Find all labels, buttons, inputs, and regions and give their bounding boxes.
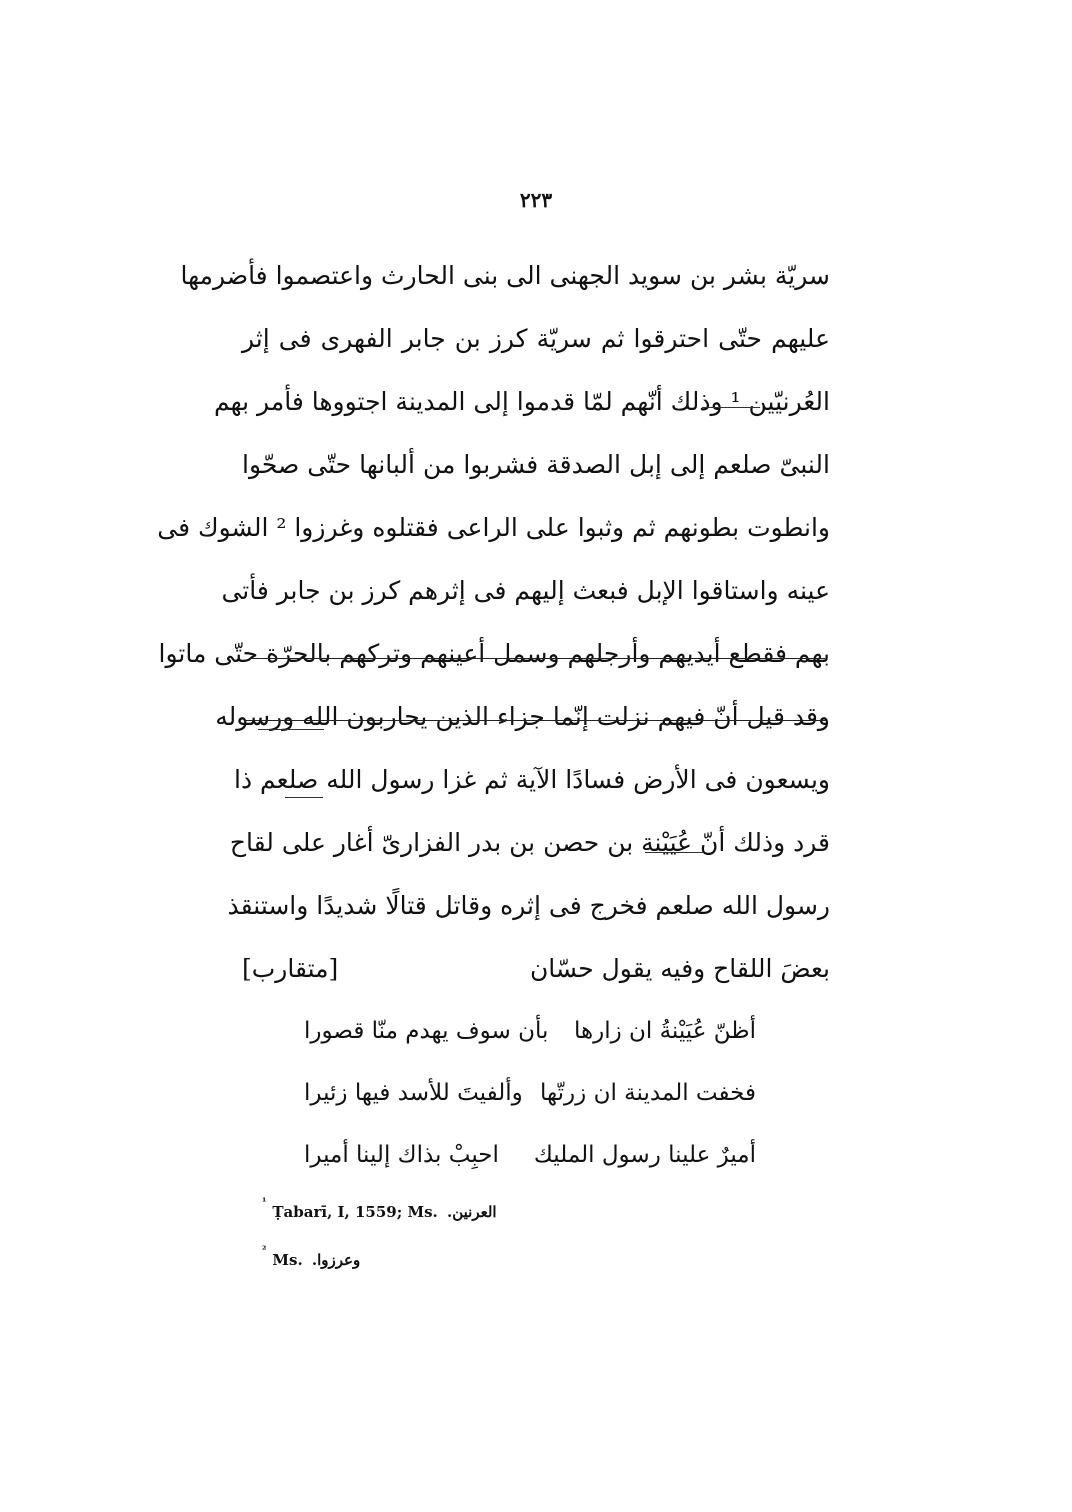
footnote-text: Ṭabarī, I, 1559; Ms. — [272, 1203, 438, 1221]
verse-first-hemistich: أميرٌ علينا رسول المليك — [533, 1142, 756, 1168]
verse-first-hemistich: فخفت المدينة ان زرتّها — [540, 1080, 756, 1106]
footnote-arabic: العرنين. — [447, 1203, 497, 1221]
overmark-line — [645, 852, 703, 853]
verse-first-hemistich: أظنّ عُيَيْنةُ ان زارها — [573, 1018, 756, 1044]
poem-verses — [0, 1000, 1072, 1186]
prose-line: عليهم حتّى احترقوا ثم سريّة كرز بن جابر الفهرى فى إثر — [242, 324, 830, 353]
prose-block — [157, 244, 830, 1000]
verse-line — [0, 1124, 1072, 1186]
prose-line: عينه واستاقوا الإبل فبعث إليهم فى إثرهم كرز بن جابر فأتى — [221, 576, 830, 605]
verse-line — [0, 1062, 1072, 1124]
prose-line: النبىّ صلعم إلى إبل الصدقة فشربوا من ألبانها حتّى صحّوا — [242, 450, 830, 479]
prose-line: رسول الله صلعم فخرج فى إثره وقاتل قتالًا شديدًا واستنقذ — [227, 891, 830, 920]
footnotes — [262, 1188, 862, 1284]
verse-line — [0, 1000, 1072, 1062]
prose-line-text: بعضَ اللقاح وفيه يقول حسّان — [529, 954, 830, 983]
prose-line: سريّة بشر بن سويد الجهنى الى بنى الحارث واعتصموا فأضرمها — [180, 261, 830, 290]
meter-label: [متقارب] — [242, 954, 339, 983]
verse-second-hemistich: احبِبْ بذاك إلينا أميرا — [304, 1142, 499, 1168]
prose-line: ويسعون فى الأرض فسادًا الآية ثم غزا رسول الله صلعم ذا — [234, 765, 830, 794]
footnote-arabic: وعرزوا. — [311, 1251, 361, 1269]
prose-line: العُرنيّين ¹ وذلك أنّهم لمّا قدموا إلى المدينة اجتووها فأمر بهم — [213, 387, 830, 416]
overmark-line — [258, 729, 324, 730]
prose-line: وانطوت بطونهم ثم وثبوا على الراعى فقتلوه وغرزوا ² الشوك فى — [157, 513, 830, 542]
page-number: ٢٢٣ — [519, 188, 553, 212]
prose-line-last — [242, 937, 830, 1000]
prose-line: بهم فقطع أيديهم وأرجلهم وسمل أعينهم وتركهم بالحرّة حتّى ماتوا — [158, 639, 830, 668]
prose-line: قرد وذلك أنّ عُيَيْنة بن حصن بن بدر الفزارىّ أغار على لقاح — [229, 828, 830, 857]
footnote — [262, 1236, 862, 1284]
underline-rule — [246, 720, 826, 721]
verse-second-hemistich: وألفيتَ للأسد فيها زئيرا — [304, 1080, 523, 1106]
footnote-text: Ms. — [272, 1251, 303, 1269]
verse-second-hemistich: بأن سوف يهدم منّا قصورا — [304, 1018, 549, 1044]
underline-rule — [250, 658, 825, 659]
footnote-mark: ² — [262, 1245, 267, 1256]
overmark-line — [702, 407, 760, 408]
footnote-mark: ¹ — [262, 1197, 267, 1208]
footnote — [262, 1188, 862, 1236]
overmark-line — [285, 797, 323, 798]
prose-line: وقد قيل أنّ فيهم نزلت إنّما جزاء الذين يحاربون الله ورسوله — [215, 702, 830, 731]
